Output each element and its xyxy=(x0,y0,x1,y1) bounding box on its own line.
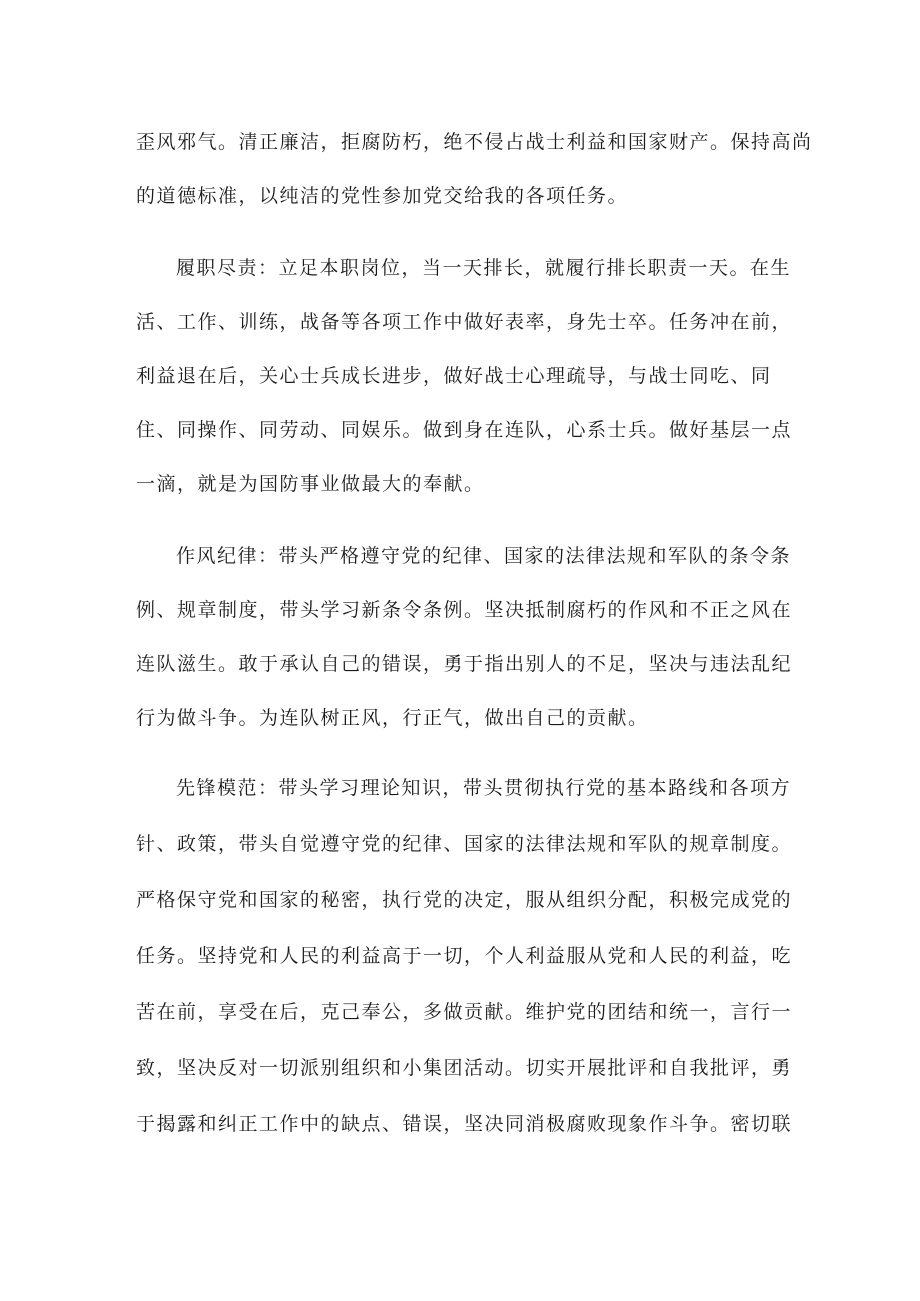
text-line: 履职尽责：立足本职岗位，当一天排长，就履行排长职责一天。在生 xyxy=(176,257,792,279)
text-line: 任务。坚持党和人民的利益高于一切，个人利益服从党和人民的利益，吃 xyxy=(136,945,793,967)
text-line: 利益退在后，关心士兵成长进步，做好战士心理疏导，与战士同吃、同 xyxy=(136,365,772,387)
paragraph-discipline-line-4 xyxy=(0,698,920,738)
text-line: 行为做斗争。为连队树正风，行正气，做出自己的贡献。 xyxy=(136,707,649,729)
paragraph-duty-line-1 xyxy=(0,248,920,288)
paragraph-discipline-line-3 xyxy=(0,644,920,684)
paragraph-vanguard-line-2 xyxy=(0,824,920,864)
text-line: 致，坚决反对一切派别组织和小集团活动。切实开展批评和自我批评，勇 xyxy=(136,1057,793,1079)
text-line: 住、同操作、同劳动、同娱乐。做到身在连队，心系士兵。做好基层一点 xyxy=(136,419,793,441)
text-line: 严格保守党和国家的秘密，执行党的决定，服从组织分配，积极完成党的 xyxy=(136,889,793,911)
text-line: 歪风邪气。清正廉洁，拒腐防朽，绝不侵占战士利益和国家财产。保持高尚 xyxy=(136,131,813,153)
paragraph-integrity-line-1 xyxy=(0,122,920,162)
paragraph-vanguard-line-1 xyxy=(0,768,920,808)
paragraph-duty-line-5 xyxy=(0,464,920,504)
text-line: 连队滋生。敢于承认自己的错误，勇于指出别人的不足，坚决与违法乱纪 xyxy=(136,653,793,675)
paragraph-vanguard-line-6 xyxy=(0,1048,920,1088)
paragraph-integrity-line-2 xyxy=(0,176,920,216)
text-line: 一滴，就是为国防事业做最大的奉献。 xyxy=(136,473,485,495)
text-line: 作风纪律：带头严格遵守党的纪律、国家的法律法规和军队的条令条 xyxy=(176,545,792,567)
text-line: 针、政策，带头自觉遵守党的纪律、国家的法律法规和军队的规章制度。 xyxy=(136,833,793,855)
paragraph-vanguard-line-3 xyxy=(0,880,920,920)
paragraph-discipline-line-1 xyxy=(0,536,920,576)
text-line: 例、规章制度，带头学习新条令条例。坚决抵制腐朽的作风和不正之风在 xyxy=(136,599,793,621)
paragraph-vanguard-line-5 xyxy=(0,992,920,1032)
paragraph-discipline-line-2 xyxy=(0,590,920,630)
text-line: 先锋模范：带头学习理论知识，带头贯彻执行党的基本路线和各项方 xyxy=(176,777,792,799)
paragraph-vanguard-line-4 xyxy=(0,936,920,976)
paragraph-vanguard-line-7 xyxy=(0,1104,920,1144)
text-line: 活、工作、训练，战备等各项工作中做好表率，身先士卒。任务冲在前， xyxy=(136,311,793,333)
paragraph-duty-line-2 xyxy=(0,302,920,342)
text-line: 苦在前，享受在后，克己奉公，多做贡献。维护党的团结和统一，言行一 xyxy=(136,1001,793,1023)
paragraph-duty-line-4 xyxy=(0,410,920,450)
text-line: 于揭露和纠正工作中的缺点、错误，坚决同消极腐败现象作斗争。密切联 xyxy=(136,1113,793,1135)
paragraph-duty-line-3 xyxy=(0,356,920,396)
text-line: 的道德标准，以纯洁的党性参加党交给我的各项任务。 xyxy=(136,185,629,207)
